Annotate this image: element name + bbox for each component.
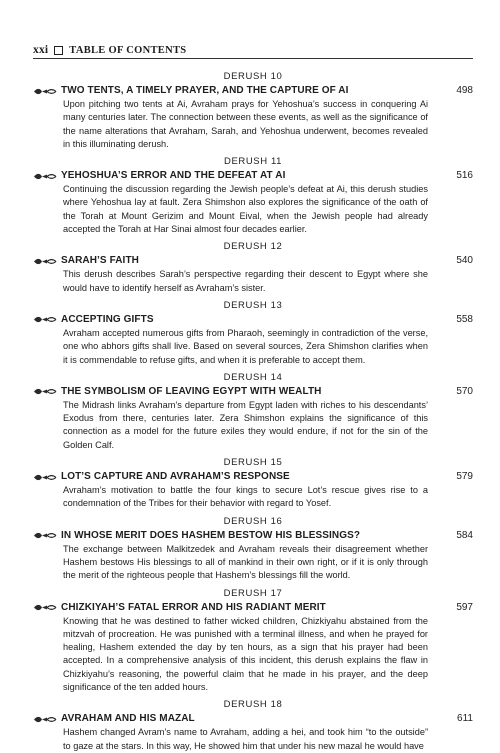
running-head xyxy=(33,44,473,56)
toc-heading-row[interactable] xyxy=(33,254,473,268)
toc-description: The exchange between Malkitzedek and Avraham reveals their disagreement whether Hashem bestows His blessings to all of mankind in their own right, or if it is only through the merit of the righteous people that Hashem’s blessings fill the world. xyxy=(63,543,428,581)
toc-page-number: 579 xyxy=(456,471,473,483)
toc-heading: AVRAHAM AND HIS MAZAL xyxy=(61,713,195,725)
fleuron-icon xyxy=(33,603,61,612)
fleuron-icon xyxy=(33,172,61,181)
toc-heading: SARAH’S FAITH xyxy=(61,255,139,267)
toc-entry xyxy=(33,69,473,151)
header-rule xyxy=(33,58,473,59)
square-ornament-icon xyxy=(54,46,63,55)
toc-heading: YEHOSHUA’S ERROR AND THE DEFEAT AT AI xyxy=(61,170,286,182)
toc-heading-row[interactable] xyxy=(33,385,473,399)
toc-heading: ACCEPTING GIFTS xyxy=(61,313,154,325)
derush-label: DERUSH 17 xyxy=(223,587,283,599)
toc-entry xyxy=(33,298,473,367)
toc-description: The Midrash links Avraham’s departure from Egypt laden with riches to his descendants’ Exodus from there, centuries later. Zera Shimshon explains the significance of this connection as a model for the future exiles they would endure, if not for the sin of the Golden Calf. xyxy=(63,399,428,450)
derush-label: DERUSH 12 xyxy=(223,241,283,253)
toc-description: Hashem changed Avram’s name to Avraham, adding a hei, and took him “to the outside” to gaze at the stars. In this way, He showed him that under his new mazal he would have xyxy=(63,727,428,751)
toc-description: This derush describes Sarah’s perspective regarding their descent to Egypt where she would have to identify herself as Avraham’s sister. xyxy=(63,269,428,293)
derush-label: DERUSH 11 xyxy=(223,156,283,168)
toc-heading: TWO TENTS, A TIMELY PRAYER, AND THE CAPTURE OF AI xyxy=(61,85,349,96)
toc-description: Knowing that he was destined to father wicked children, Chizkiyahu abstained from the mitzvah of procreation. He was punished with a terminal illness, and when he prayed for healing, Hashem extended the day by ten hours, as a sign that his prayer had been accepted. In a comprehensive analysis of this incident, this derush explains the flaw in Chizkiyahu’s reasoning, the powerful claim that he made in his prayer, and the deep significance of the ten added hours. xyxy=(63,615,428,693)
toc-page-number: 597 xyxy=(456,601,473,613)
fleuron-icon xyxy=(33,87,61,96)
toc-heading-row[interactable] xyxy=(33,169,473,183)
toc-description: Avraham’s motivation to battle the four kings to secure Lot’s rescue gives rise to a condemnation of the Tribes for their behavior with regard to Yosef. xyxy=(63,485,428,509)
derush-label: DERUSH 10 xyxy=(223,71,283,82)
toc-heading-row[interactable] xyxy=(33,313,473,327)
fleuron-icon xyxy=(33,715,61,724)
toc-page-number: 516 xyxy=(456,170,473,182)
toc-description: Upon pitching two tents at Ai, Avraham prays for Yehoshua’s success in conquering Ai many centuries later. The connection between these events, as well as the significance of the name alterations that Avraham, Sarah, and Yehoshua underwent, becomes revealed in this illuminating derush. xyxy=(63,99,428,149)
toc-heading-row[interactable] xyxy=(33,84,473,98)
toc-heading: IN WHOSE MERIT DOES HASHEM BESTOW HIS BLESSINGS? xyxy=(61,529,361,541)
fleuron-icon xyxy=(33,387,61,396)
toc-entry xyxy=(33,239,473,295)
toc-entry xyxy=(33,697,473,753)
running-head-title: TABLE OF CONTENTS xyxy=(69,44,187,56)
derush-label: DERUSH 18 xyxy=(223,699,283,711)
derush-label: DERUSH 15 xyxy=(223,457,283,469)
fleuron-icon xyxy=(33,473,61,482)
toc-heading-row[interactable] xyxy=(33,529,473,543)
toc-page-number: 540 xyxy=(456,255,473,267)
fleuron-icon xyxy=(33,257,61,266)
table-of-contents xyxy=(33,66,473,753)
toc-page-number: 558 xyxy=(456,313,473,325)
toc-entry xyxy=(33,370,473,452)
page-number: xxi xyxy=(33,44,49,56)
toc-heading: CHIZKIYAH’S FATAL ERROR AND HIS RADIANT MERIT xyxy=(61,601,326,613)
fleuron-icon xyxy=(33,315,61,324)
fleuron-icon xyxy=(33,531,61,540)
toc-page-number: 611 xyxy=(457,713,473,725)
toc-heading: THE SYMBOLISM OF LEAVING EGYPT WITH WEALTH xyxy=(61,385,322,397)
toc-page-number: 570 xyxy=(456,385,473,397)
toc-entry xyxy=(33,514,473,583)
toc-heading-row[interactable] xyxy=(33,712,473,726)
toc-page-number: 584 xyxy=(456,529,473,541)
toc-description: Continuing the discussion regarding the Jewish people’s defeat at Ai, this derush studies where Yehoshua lay at fault. Zera Shimshon also explores the significance of the oath of the Torah at Mount Gerizim and Mount Eival, when the Jewish people had already accepted the Torah at Har Sinai almost four decades earlier. xyxy=(63,184,428,235)
toc-heading-row[interactable] xyxy=(33,601,473,615)
toc-heading: LOT’S CAPTURE AND AVRAHAM’S RESPONSE xyxy=(61,471,290,483)
toc-description: Avraham accepted numerous gifts from Pharaoh, seemingly in contradiction of the verse, one who abhors gifts shall live. Based on several sources, Zera Shimshon clarifies when it is commendable to refuse gifts, and when it is preferable to accept them. xyxy=(63,327,428,365)
derush-label: DERUSH 14 xyxy=(223,371,283,383)
derush-label: DERUSH 16 xyxy=(223,515,283,527)
derush-label: DERUSH 13 xyxy=(223,299,283,311)
toc-entry xyxy=(33,154,473,236)
toc-heading-row[interactable] xyxy=(33,470,473,484)
toc-entry xyxy=(33,455,473,511)
toc-entry xyxy=(33,586,473,695)
toc-page-number: 498 xyxy=(456,85,473,96)
